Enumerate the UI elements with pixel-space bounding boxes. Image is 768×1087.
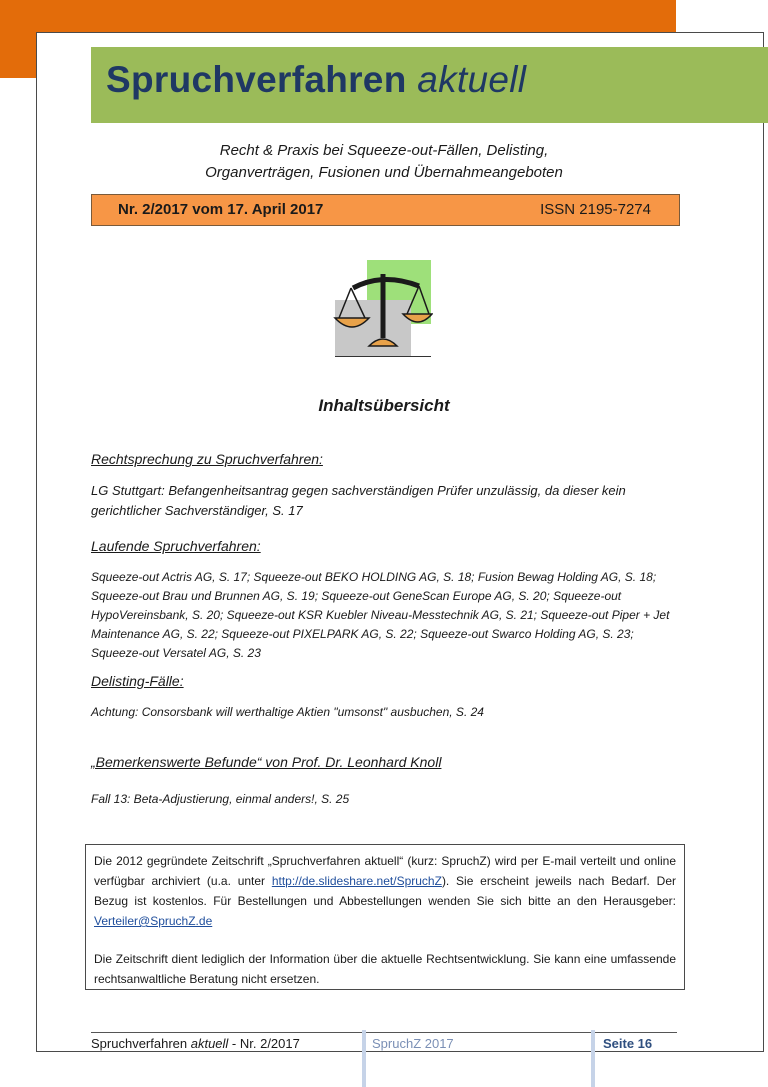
section-heading-laufende: Laufende Spruchverfahren: — [91, 538, 261, 554]
masthead-title-italic: aktuell — [417, 59, 527, 100]
logo-rule — [335, 356, 431, 357]
section-text-delisting: Achtung: Consorsbank will werthaltige Aktien "umsonst" ausbuchen, S. 24 — [91, 705, 484, 719]
section-text-laufende: Squeeze-out Actris AG, S. 17; Squeeze-out BEKO HOLDING AG, S. 18; Fusion Bewag Holding AG, S. 18; Squeeze-out Brau und Brunnen AG, S. 19; Squeeze-out GeneScan Europe AG, S. 20; Squeeze-out HypoVereinsbank, S. 20; Squeeze-out KSR Kuebler Niveau-Messtechnik AG, S. 21; Squeeze-out Piper + Jet Maintenance AG, S. 22; Squeeze-out PIXELPARK AG, S. 22; Squeeze-out Swarco Holding AG, S. 23; Squeeze-out Versatel AG, S. 23 — [91, 570, 670, 660]
section-text-befunde: Fall 13: Beta-Adjustierung, einmal anders!, S. 25 — [91, 792, 350, 806]
footer-left-a: Spruchverfahren — [91, 1036, 191, 1051]
footer-spruchz: SpruchZ 2017 — [372, 1036, 454, 1051]
slideshare-link[interactable]: http://de.slideshare.net/SpruchZ — [271, 874, 442, 888]
info-paragraph-1 — [94, 851, 676, 931]
issn: ISSN 2195-7274 — [540, 201, 651, 218]
footer-left-b: - Nr. 2/2017 — [228, 1036, 300, 1051]
footer-rule — [91, 1032, 677, 1033]
section-heading-delisting: Delisting-Fälle: — [91, 673, 184, 689]
subtitle — [91, 140, 677, 184]
scales-of-justice-icon — [333, 258, 433, 358]
masthead-title — [106, 59, 526, 101]
toc-title: Inhaltsübersicht — [318, 396, 450, 415]
subtitle-line-1: Recht & Praxis bei Squeeze-out-Fällen, Delisting, — [219, 142, 549, 159]
info-text-1a: Die 2012 gegründete Zeitschrift „Spruchverfahren aktuell“ (kurz: SpruchZ) wird per E-mail verteilt und online verfügbar archiviert (u.a. unter — [94, 854, 676, 888]
footer-divider-right — [591, 1030, 595, 1087]
subtitle-line-2: Organverträgen, Fusionen und Übernahmeangeboten — [205, 164, 563, 181]
email-link[interactable]: Verteiler@SpruchZ.de — [94, 914, 213, 928]
masthead-title-bold: Spruchverfahren — [106, 59, 407, 100]
issue-bar — [91, 194, 680, 226]
issue-number: Nr. 2/2017 vom 17. April 2017 — [118, 201, 324, 218]
section-heading-befunde: „Bemerkenswerte Befunde“ von Prof. Dr. Leonhard Knoll — [91, 754, 442, 770]
footer-publication — [91, 1036, 300, 1051]
info-box — [85, 844, 685, 990]
section-text-rechtsprechung: LG Stuttgart: Befangenheitsantrag gegen sachverständigen Prüfer unzulässig, da dieser kein gerichtlicher Sachverständiger, S. 17 — [91, 483, 626, 518]
footer-left-italic: aktuell — [190, 1036, 229, 1051]
section-heading-rechtsprechung: Rechtsprechung zu Spruchverfahren: — [91, 451, 323, 467]
footer-divider-left — [362, 1030, 366, 1087]
footer-page-number: Seite 16 — [603, 1036, 653, 1051]
info-paragraph-2: Die Zeitschrift dient lediglich der Information über die aktuelle Rechtsentwicklung. Sie kann eine umfassende rechtsanwaltliche Beratung nicht ersetzen. — [94, 952, 676, 986]
info-text-1b: ). Sie erscheint jeweils nach Bedarf. Der Bezug ist kostenlos. Für Bestellungen und Abbestellungen wenden Sie sich bitte an den Herausgeber: — [94, 874, 676, 908]
masthead — [91, 47, 768, 123]
